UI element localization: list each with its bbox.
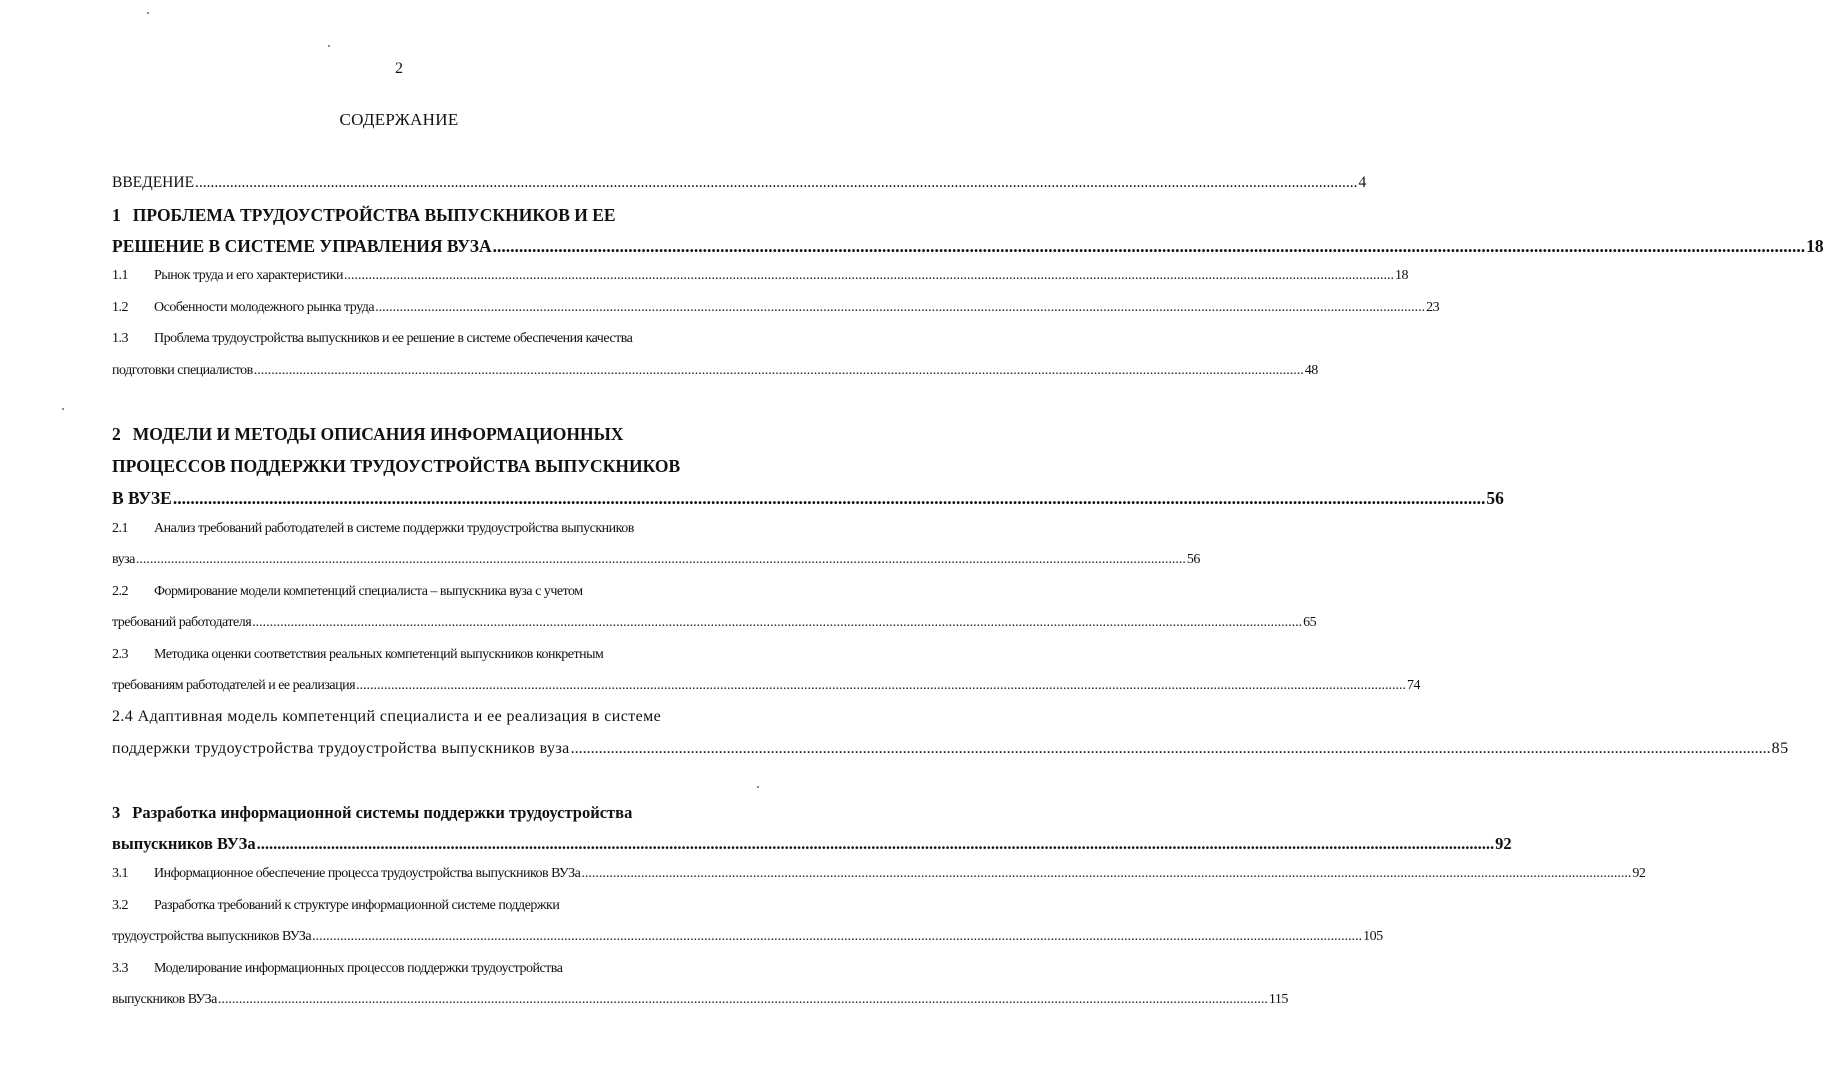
- scan-speck: [757, 786, 759, 788]
- section-title: В ВУЗЕ: [112, 488, 172, 508]
- dot-leader: ............................................................................................................................................................................................................................................................................................................: [252, 615, 1303, 630]
- item-number: 2.3: [112, 647, 128, 662]
- toc-item-2-1[interactable]: [112, 521, 746, 537]
- item-text: Разработка требований к структуре информационной системе поддержки: [154, 898, 560, 913]
- toc-item-1-2[interactable]: [112, 300, 1440, 316]
- toc-section-1-cont[interactable]: [112, 236, 1824, 257]
- toc-page: 18: [1394, 268, 1408, 283]
- item-number: 2.2: [112, 584, 128, 599]
- item-text: трудоустройства выпускников ВУЗа: [112, 929, 312, 944]
- item-number: 3.3: [112, 961, 128, 976]
- section-number: 2: [112, 424, 121, 444]
- dot-leader: ............................................................................................................................................................................................................................................................................................................: [343, 268, 1394, 283]
- toc-section-2-cont2[interactable]: [112, 488, 1504, 509]
- scan-speck: [147, 12, 149, 14]
- dot-leader: ............................................................................................................................................................................................................................................................................................................: [492, 236, 1806, 256]
- item-text: вуза: [112, 552, 135, 567]
- toc-page: 74: [1407, 678, 1421, 693]
- item-text: Рынок труда и его характеристики: [154, 268, 343, 283]
- page-number: 2: [395, 60, 403, 77]
- item-number: 1.2: [112, 300, 128, 315]
- dot-leader: ............................................................................................................................................................................................................................................................................................................: [256, 834, 1495, 853]
- toc-page: 105: [1363, 929, 1383, 944]
- dot-leader: ............................................................................................................................................................................................................................................................................................................: [217, 992, 1268, 1007]
- item-text: Анализ требований работодателей в системе поддержки трудоустройства выпускников: [154, 521, 634, 536]
- dot-leader: ............................................................................................................................................................................................................................................................................................................: [356, 678, 1407, 693]
- item-text: требованиям работодателей и ее реализация: [112, 678, 356, 693]
- page-title: СОДЕРЖАНИЕ: [339, 110, 459, 129]
- section-title: Разработка информационной системы поддержки трудоустройства: [132, 803, 633, 822]
- toc-page: 85: [1771, 740, 1789, 757]
- item-text: Методика оценки соответствия реальных компетенций выпускников конкретным: [154, 647, 604, 662]
- item-number: 2.4: [112, 708, 134, 725]
- section-title: РЕШЕНИЕ В СИСТЕМЕ УПРАВЛЕНИЯ ВУЗА: [112, 236, 492, 256]
- item-text: Моделирование информационных процессов поддержки трудоустройства: [154, 961, 563, 976]
- toc-page: 48: [1304, 363, 1318, 378]
- toc-section-3-cont[interactable]: [112, 834, 1512, 854]
- item-text: Проблема трудоустройства выпускников и ее решение в системе обеспечения качества: [154, 331, 633, 346]
- item-text: Особенности молодежного рынка труда: [154, 300, 375, 315]
- item-text: поддержки трудоустройства трудоустройства выпускников вуза: [112, 740, 570, 757]
- toc-item-2-3-cont[interactable]: [112, 678, 1421, 694]
- item-number: 1.1: [112, 268, 128, 283]
- toc-item-3-2[interactable]: [112, 898, 746, 914]
- item-number: 3.1: [112, 866, 128, 881]
- item-number: 3.2: [112, 898, 128, 913]
- item-text: Формирование модели компетенций специалиста – выпускника вуза с учетом: [154, 584, 583, 599]
- toc-page: 56: [1486, 488, 1504, 508]
- item-text: подготовки специалистов: [112, 363, 253, 378]
- dot-leader: ............................................................................................................................................................................................................................................................................................................: [375, 300, 1426, 315]
- dot-leader: ............................................................................................................................................................................................................................................................................................................: [570, 740, 1771, 757]
- toc-section-1[interactable]: [112, 205, 746, 226]
- item-text: Адаптивная модель компетенций специалиста и ее реализация в системе: [137, 708, 662, 725]
- toc-item-3-2-cont[interactable]: [112, 929, 1383, 945]
- toc-item-1-3[interactable]: [112, 331, 746, 347]
- section-number: 1: [112, 205, 121, 225]
- toc-section-2-cont[interactable]: [112, 456, 746, 477]
- toc-section-3[interactable]: [112, 803, 746, 823]
- toc-item-2-4[interactable]: [112, 708, 746, 726]
- section-title: МОДЕЛИ И МЕТОДЫ ОПИСАНИЯ ИНФОРМАЦИОННЫХ: [132, 424, 624, 444]
- toc-item-1-3-cont[interactable]: [112, 363, 1318, 379]
- toc-item-3-1[interactable]: [112, 866, 1646, 882]
- scan-speck: [328, 45, 330, 47]
- dot-leader: ............................................................................................................................................................................................................................................................................................................: [195, 174, 1358, 191]
- item-number: 1.3: [112, 331, 128, 346]
- toc-entry-text: ВВЕДЕНИЕ: [112, 174, 195, 191]
- toc-page: 18: [1806, 236, 1824, 256]
- toc-item-2-4-cont[interactable]: [112, 740, 1789, 758]
- dot-leader: ............................................................................................................................................................................................................................................................................................................: [581, 866, 1632, 881]
- section-title: ПРОБЛЕМА ТРУДОУСТРОЙСТВА ВЫПУСКНИКОВ И ЕЕ: [132, 205, 616, 225]
- item-text: Информационное обеспечение процесса трудоустройства выпускников ВУЗа: [154, 866, 581, 881]
- toc-page: 92: [1632, 866, 1646, 881]
- toc-entry-intro[interactable]: [112, 174, 1367, 192]
- toc-page: 4: [1358, 174, 1367, 191]
- toc-item-2-2-cont[interactable]: [112, 615, 1317, 631]
- toc-section-2[interactable]: [112, 424, 746, 445]
- toc-item-2-3[interactable]: [112, 647, 746, 663]
- toc-item-1-1[interactable]: [112, 268, 1408, 284]
- toc-page: 23: [1426, 300, 1440, 315]
- item-text: требований работодателя: [112, 615, 252, 630]
- section-title: выпускников ВУЗа: [112, 834, 256, 853]
- toc-item-2-1-cont[interactable]: [112, 552, 1200, 568]
- item-text: выпускников ВУЗа: [112, 992, 217, 1007]
- toc-item-2-2[interactable]: [112, 584, 746, 600]
- section-title: ПРОЦЕССОВ ПОДДЕРЖКИ ТРУДОУСТРОЙСТВА ВЫПУСКНИКОВ: [112, 456, 681, 476]
- scan-speck: [62, 408, 64, 410]
- toc-item-3-3-cont[interactable]: [112, 992, 1288, 1008]
- dot-leader: ............................................................................................................................................................................................................................................................................................................: [312, 929, 1363, 944]
- dot-leader: ............................................................................................................................................................................................................................................................................................................: [172, 488, 1486, 508]
- toc-page: 56: [1186, 552, 1200, 567]
- item-number: 2.1: [112, 521, 128, 536]
- dot-leader: ............................................................................................................................................................................................................................................................................................................: [135, 552, 1186, 567]
- toc-item-3-3[interactable]: [112, 961, 746, 977]
- toc-page: 115: [1268, 992, 1288, 1007]
- toc-page: 65: [1303, 615, 1317, 630]
- toc-page: 92: [1495, 834, 1512, 853]
- dot-leader: ............................................................................................................................................................................................................................................................................................................: [253, 363, 1304, 378]
- section-number: 3: [112, 803, 121, 822]
